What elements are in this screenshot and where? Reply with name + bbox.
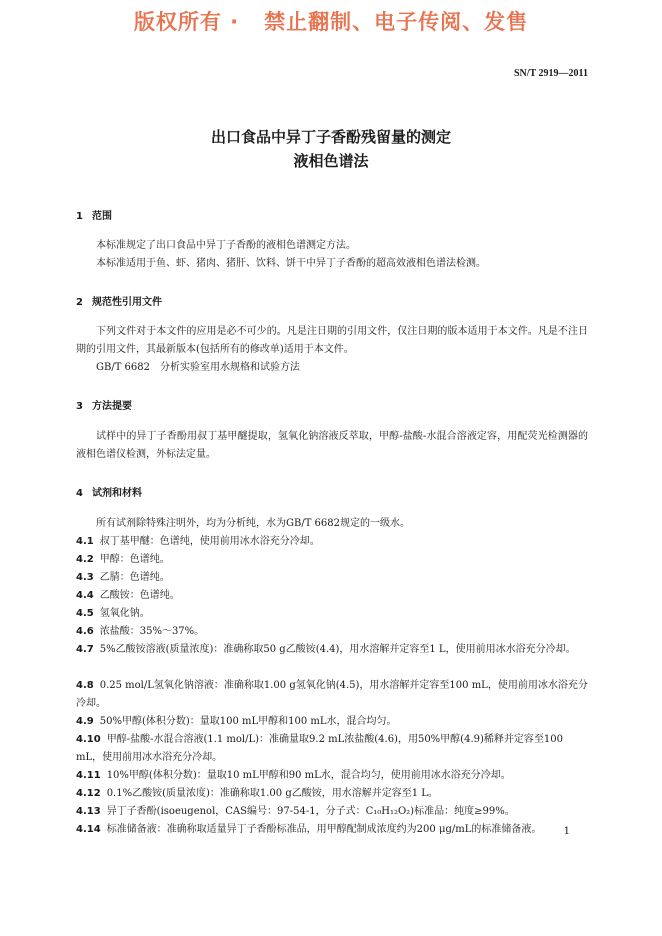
item-number: 4.14: [76, 824, 101, 835]
item-text: 0.25 mol/L氢氧化钠溶液：准确称取1.00 g氢氧化钠(4.5)，用水溶解并定容至100 mL，使用前用冰水浴充分冷却。: [76, 680, 588, 709]
item-number: 4.1: [76, 536, 94, 547]
paragraph: 本标准适用于鱼、虾、猪肉、猪肝、饮料、饼干中异丁子香酚的超高效液相色谱法检测。: [96, 258, 486, 269]
item-text: 叔丁基甲醚：色谱纯，使用前用冰水浴充分冷却。: [99, 536, 320, 547]
section-heading-reagents: [76, 484, 142, 499]
item-number: 4.13: [76, 806, 101, 817]
page-number: 1: [563, 826, 570, 837]
item-number: 4.2: [76, 554, 94, 565]
section-heading-method-summary: [76, 397, 132, 412]
paragraph: GB/T 6682 分析实验室用水规格和试验方法: [96, 362, 301, 373]
paragraph: 试样中的异丁子香酚用叔丁基甲醚提取，氢氧化钠溶液反萃取，甲醇-盐酸-水混合溶液定容，用配荧光检测器的液相色谱仪检测，外标法定量。: [76, 431, 588, 460]
item-number: 4.5: [76, 608, 94, 619]
document-title: 出口食品中异丁子香酚残留量的测定: [210, 128, 451, 146]
paragraph: 本标准规定了出口食品中异丁子香酚的液相色谱测定方法。: [96, 240, 356, 251]
item-number: 4.4: [76, 590, 94, 601]
section-heading-scope: [76, 207, 112, 222]
item-number: 4.9: [76, 716, 94, 727]
item-text: 乙酸铵：色谱纯。: [99, 590, 180, 601]
item-number: 4.7: [76, 644, 94, 655]
item-text: 浓盐酸：35%～37%。: [99, 626, 205, 637]
item-text: 10%甲醇(体积分数)：量取10 mL甲醇和90 mL水，混合均匀，使用前用冰水浴充分冷却。: [106, 770, 511, 781]
list-item: [76, 605, 588, 623]
list-item: [76, 767, 588, 785]
section-heading-normative-references: [76, 293, 162, 308]
item-text: 甲醇：色谱纯。: [99, 554, 170, 565]
list-item: [76, 731, 588, 767]
list-item: [76, 623, 588, 641]
section-title: 范围: [92, 211, 112, 222]
copyright-watermark: 版权所有 · 禁止翻制、电子传阅、发售: [133, 10, 529, 34]
paragraph: 下列文件对于本文件的应用是必不可少的。凡是注日期的引用文件，仅注日期的版本适用于本文件。凡是不注日期的引用文件，其最新版本(包括所有的修改单)适用于本文件。: [76, 326, 588, 355]
item-number: 4.12: [76, 788, 101, 799]
section-title: 方法提要: [92, 401, 132, 412]
item-number: 4.3: [76, 572, 94, 583]
item-text: 甲醇-盐酸-水混合溶液(1.1 mol/L)：准确量取9.2 mL浓盐酸(4.6)，用50%甲醇(4.9)稀释并定容至100 mL，使用前用冰水浴充分冷却。: [76, 734, 563, 763]
item-number: 4.11: [76, 770, 101, 781]
item-text: 乙腈：色谱纯。: [99, 572, 170, 583]
list-item: [76, 785, 588, 803]
item-number: 4.6: [76, 626, 94, 637]
list-item: [76, 587, 588, 605]
item-text: 标准储备液：准确称取适量异丁子香酚标准品，用甲醇配制成浓度约为200 μg/mL的标准储备液。: [106, 824, 542, 835]
item-text: 氢氧化钠。: [99, 608, 150, 619]
item-number: 4.10: [76, 734, 101, 745]
section-number: 1: [76, 211, 83, 222]
list-item: [76, 803, 588, 821]
list-item: [76, 533, 588, 551]
section-title: 试剂和材料: [92, 488, 142, 499]
list-item: [76, 641, 588, 659]
item-text: 50%甲醇(体积分数)：量取100 mL甲醇和100 mL水，混合均匀。: [99, 716, 397, 727]
section-number: 2: [76, 297, 83, 308]
list-item: [76, 713, 588, 731]
list-item: [76, 569, 588, 587]
paragraph: 所有试剂除特殊注明外，均为分析纯，水为GB/T 6682规定的一级水。: [96, 518, 411, 529]
section-number: 3: [76, 401, 83, 412]
list-item: [76, 821, 588, 839]
section-title: 规范性引用文件: [92, 297, 162, 308]
section-number: 4: [76, 488, 83, 499]
document-subtitle: 液相色谱法: [293, 152, 369, 170]
list-item: [76, 551, 588, 569]
item-text: 0.1%乙酸铵(质量浓度)：准确称取1.00 g乙酸铵，用水溶解并定容至1 L。: [106, 788, 438, 799]
item-text: 异丁子香酚(isoeugenol，CAS编号：97-54-1，分子式：C₁₀H₁₂O₂)标准品：纯度≥99%。: [106, 806, 515, 817]
standard-code: SN/T 2919—2011: [514, 68, 588, 79]
list-item: [76, 677, 588, 713]
item-text: 5%乙酸铵溶液(质量浓度)：准确称取50 g乙酸铵(4.4)，用水溶解并定容至1 L，使用前用冰水浴充分冷却。: [99, 644, 576, 655]
item-number: 4.8: [76, 680, 94, 691]
